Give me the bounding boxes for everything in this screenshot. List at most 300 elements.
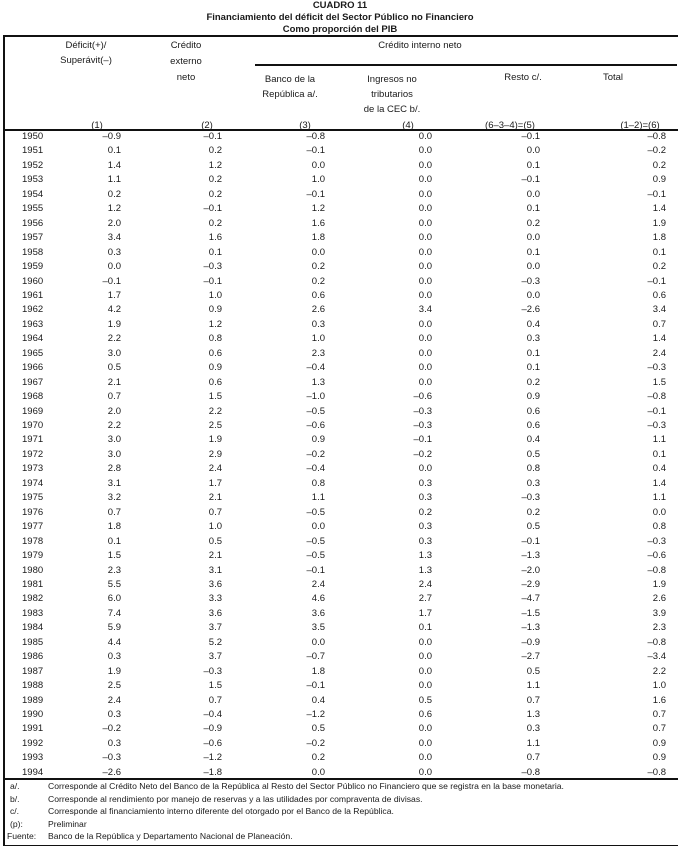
footnote-text: Corresponde al Crédito Neto del Banco de la República al Resto del Sector Público no Financiero que se registra en la base monetaria. [48,781,564,791]
value-cell: 0.0 [418,289,432,301]
value-cell: 0.1 [107,535,121,547]
value-cell: 2.0 [107,217,121,229]
table-title: Financiamiento del déficit del Sector Público no Financiero [206,12,474,23]
value-cell: 1.2 [208,318,222,330]
value-cell: 0.0 [311,159,325,171]
value-cell: 0.0 [526,261,540,273]
value-cell: 6.0 [107,593,121,605]
value-cell: –1.8 [203,766,222,778]
header-banco: República a/. [262,89,318,100]
value-cell: –0.4 [306,362,325,374]
footnote-key: a/. [10,781,20,791]
value-cell: –0.4 [306,463,325,475]
value-cell: 1.5 [208,391,222,403]
table-row [0,521,680,535]
value-cell: 0.2 [526,376,540,388]
value-cell: 0.5 [208,535,222,547]
value-cell: 0.0 [311,766,325,778]
value-cell: 2.4 [311,578,325,590]
value-cell: 0.0 [418,275,432,287]
value-cell: 2.8 [107,463,121,475]
value-cell: 1.9 [107,665,121,677]
header-credito-externo: externo [170,56,202,67]
value-cell: –0.3 [647,535,666,547]
year-cell: 1966 [22,362,44,374]
value-cell: 0.3 [311,318,325,330]
value-cell: –0.1 [102,275,121,287]
value-cell: 3.1 [208,564,222,576]
value-cell: 0.9 [652,174,666,186]
value-cell: 1.9 [208,434,222,446]
value-cell: 2.3 [311,347,325,359]
header-credito-externo: Crédito [170,40,202,51]
value-cell: 0.5 [311,723,325,735]
value-cell: 0.6 [526,405,540,417]
col-number: (2) [201,120,213,131]
value-cell: 0.7 [652,709,666,720]
value-cell: 0.0 [418,217,432,229]
value-cell: –2.6 [102,766,121,778]
value-cell: 0.0 [418,318,432,330]
year-cell: 1973 [22,463,44,475]
value-cell: 0.3 [526,333,540,345]
value-cell: 0.0 [418,333,432,345]
value-cell: –0.8 [647,131,666,142]
table-row [0,492,680,506]
value-cell: 0.6 [311,289,325,301]
value-cell: 0.7 [526,752,540,764]
value-cell: 3.9 [652,607,666,619]
value-cell: –0.1 [647,405,666,417]
value-cell: 3.1 [107,477,121,489]
col-number: (1) [91,120,103,131]
table-row [0,247,680,261]
value-cell: 0.3 [107,709,121,720]
value-cell: 0.3 [418,521,432,533]
table-row [0,507,680,521]
value-cell: –0.3 [647,362,666,374]
value-cell: –0.2 [306,737,325,749]
value-cell: 0.9 [311,434,325,446]
year-cell: 1962 [22,304,44,316]
value-cell: 0.4 [526,434,540,446]
value-cell: –0.8 [647,636,666,648]
year-cell: 1959 [22,261,44,273]
value-cell: 2.4 [652,347,666,359]
year-cell: 1960 [22,275,44,287]
col-number: (4) [402,120,414,131]
value-cell: 0.5 [526,448,540,460]
year-cell: 1984 [22,622,44,634]
value-cell: –0.7 [306,651,325,663]
value-cell: 0.1 [107,145,121,157]
year-cell: 1986 [22,651,44,663]
footnote-key: b/. [10,793,20,804]
value-cell: 0.9 [208,362,222,374]
value-cell: –2.9 [521,578,540,590]
value-cell: 0.7 [107,391,121,403]
value-cell: 0.8 [652,521,666,533]
value-cell: –0.1 [203,203,222,215]
value-cell: –0.9 [203,723,222,735]
year-cell: 1991 [22,723,44,735]
value-cell: 1.3 [311,376,325,388]
year-cell: 1970 [22,420,44,431]
table-row [0,319,680,333]
table-row [0,723,680,737]
value-cell: –0.1 [521,174,540,186]
value-cell: –0.1 [306,188,325,200]
value-cell: 0.5 [526,521,540,533]
value-cell: 0.0 [418,723,432,735]
value-cell: 0.3 [418,492,432,504]
header-banco: Banco de la [264,74,316,85]
value-cell: 1.2 [208,159,222,171]
value-cell: 0.5 [107,362,121,374]
value-cell: 0.3 [418,535,432,547]
value-cell: –0.4 [203,709,222,720]
table-row [0,680,680,694]
year-cell: 1981 [22,578,44,590]
table-row [0,391,680,405]
value-cell: 0.7 [208,694,222,706]
table-row [0,261,680,275]
value-cell: 0.2 [652,261,666,273]
table-row [0,189,680,203]
value-cell: –0.3 [203,665,222,677]
value-cell: 1.6 [652,694,666,706]
table-row [0,463,680,477]
value-cell: 0.0 [526,145,540,157]
year-cell: 1951 [22,145,44,157]
value-cell: 2.0 [107,405,121,417]
value-cell: –3.4 [647,651,666,663]
value-cell: 2.9 [208,448,222,460]
year-cell: 1988 [22,680,44,692]
value-cell: 0.5 [418,694,432,706]
table-row [0,608,680,622]
value-cell: 1.8 [311,665,325,677]
year-cell: 1992 [22,737,44,749]
value-cell: –0.2 [413,448,432,460]
value-cell: 1.0 [652,680,666,692]
table-row [0,449,680,463]
value-cell: –0.9 [521,636,540,648]
col-number: (6–3–4)=(5) [485,120,535,131]
value-cell: –0.8 [647,766,666,778]
value-cell: –0.1 [306,680,325,692]
year-cell: 1958 [22,246,44,258]
year-cell: 1983 [22,607,44,619]
value-cell: 2.5 [107,680,121,692]
table-row [0,348,680,362]
value-cell: 2.2 [107,333,121,345]
value-cell: 0.0 [418,232,432,244]
value-cell: 0.6 [208,376,222,388]
value-cell: 0.7 [208,506,222,518]
value-cell: 1.1 [652,492,666,504]
value-cell: –0.6 [647,550,666,562]
value-cell: 0.0 [418,752,432,764]
footnote-text: Preliminar [48,818,87,829]
value-cell: 1.4 [107,159,121,171]
value-cell: –0.3 [203,261,222,273]
value-cell: 0.3 [418,477,432,489]
value-cell: 0.0 [418,651,432,663]
value-cell: 0.0 [418,203,432,215]
value-cell: –0.1 [306,145,325,157]
value-cell: 0.0 [418,145,432,157]
table-row [0,333,680,347]
value-cell: 0.1 [418,622,432,634]
value-cell: 0.0 [418,680,432,692]
table-row [0,637,680,651]
value-cell: 1.2 [107,203,121,215]
footnote-text: Banco de la República y Departamento Nacional de Planeación. [48,831,293,842]
value-cell: 1.5 [107,550,121,562]
header-credito-externo: neto [176,72,196,83]
value-cell: –0.8 [521,766,540,778]
value-cell: 0.3 [526,723,540,735]
value-cell: 1.7 [418,607,432,619]
value-cell: 0.2 [311,261,325,273]
value-cell: 0.2 [418,506,432,518]
table-row [0,276,680,290]
table-row [0,536,680,550]
table-row [0,218,680,232]
year-cell: 1950 [22,131,44,142]
value-cell: 0.7 [526,694,540,706]
value-cell: 5.2 [208,636,222,648]
value-cell: 2.7 [418,593,432,605]
header-credito-interno: Crédito interno neto [378,40,462,51]
value-cell: 1.1 [107,174,121,186]
year-cell: 1975 [22,492,44,504]
value-cell: 1.5 [208,680,222,692]
table-number: CUADRO 11 [312,0,368,11]
value-cell: 0.0 [311,246,325,258]
value-cell: 2.2 [107,420,121,431]
value-cell: –0.1 [306,564,325,576]
year-cell: 1954 [22,188,44,200]
table-row [0,593,680,607]
value-cell: 0.5 [526,665,540,677]
value-cell: 2.1 [208,550,222,562]
value-cell: 1.6 [208,232,222,244]
value-cell: 5.9 [107,622,121,634]
value-cell: 1.0 [311,174,325,186]
value-cell: 0.2 [652,159,666,171]
value-cell: 1.0 [208,521,222,533]
value-cell: 0.1 [526,362,540,374]
value-cell: 1.4 [652,203,666,215]
value-cell: 0.2 [208,217,222,229]
value-cell: 1.1 [652,434,666,446]
value-cell: 5.5 [107,578,121,590]
value-cell: 1.6 [311,217,325,229]
value-cell: 0.0 [526,232,540,244]
value-cell: 3.4 [418,304,432,316]
value-cell: –0.5 [306,550,325,562]
value-cell: 0.0 [418,362,432,374]
value-cell: –0.9 [102,131,121,142]
value-cell: 1.7 [107,289,121,301]
header-ingresos: Ingresos no [367,74,417,85]
value-cell: –0.5 [306,506,325,518]
value-cell: 0.2 [208,145,222,157]
value-cell: 1.5 [652,376,666,388]
table-row [0,131,680,145]
value-cell: –0.6 [306,420,325,431]
value-cell: 2.4 [208,463,222,475]
value-cell: –0.6 [413,391,432,403]
value-cell: –0.3 [647,420,666,431]
value-cell: 1.3 [526,709,540,720]
table-row [0,666,680,680]
value-cell: 0.2 [311,752,325,764]
year-cell: 1961 [22,289,44,301]
table-row [0,478,680,492]
header-resto: Resto c/. [504,72,542,83]
header-total: Total [602,72,624,83]
value-cell: 0.2 [526,217,540,229]
value-cell: 0.0 [418,376,432,388]
value-cell: –2.7 [521,651,540,663]
table-row [0,304,680,318]
col-number: (1–2)=(6) [620,120,660,131]
value-cell: 1.1 [526,680,540,692]
value-cell: 1.2 [311,203,325,215]
year-cell: 1978 [22,535,44,547]
value-cell: 2.6 [652,593,666,605]
value-cell: –0.1 [413,434,432,446]
table-row [0,550,680,564]
value-cell: –4.7 [521,593,540,605]
value-cell: 2.1 [107,376,121,388]
value-cell: 4.6 [311,593,325,605]
value-cell: 4.4 [107,636,121,648]
value-cell: 7.4 [107,607,121,619]
value-cell: 3.0 [107,347,121,359]
value-cell: 0.0 [418,261,432,273]
value-cell: –0.8 [647,564,666,576]
header-ingresos: tributarios [371,89,413,100]
table-row [0,145,680,159]
value-cell: 0.0 [418,188,432,200]
value-cell: 0.1 [652,448,666,460]
value-cell: 0.0 [311,636,325,648]
value-cell: 1.0 [311,333,325,345]
value-cell: 3.7 [208,622,222,634]
footnote-key: Fuente: [7,831,37,842]
value-cell: –0.5 [306,405,325,417]
value-cell: 0.8 [311,477,325,489]
table-row [0,160,680,174]
table-row [0,695,680,709]
value-cell: 0.0 [418,737,432,749]
year-cell: 1994 [22,766,44,778]
table-row [0,362,680,376]
value-cell: 0.4 [652,463,666,475]
value-cell: 1.8 [311,232,325,244]
value-cell: 3.5 [311,622,325,634]
value-cell: 2.4 [107,694,121,706]
value-cell: –0.1 [647,188,666,200]
value-cell: 2.1 [208,492,222,504]
value-cell: –0.3 [521,492,540,504]
col-number: (3) [299,120,311,131]
value-cell: 0.0 [418,131,432,142]
value-cell: 1.4 [652,477,666,489]
value-cell: 2.5 [208,420,222,431]
year-cell: 1955 [22,203,44,215]
table-row [0,290,680,304]
year-cell: 1985 [22,636,44,648]
table-row [0,579,680,593]
value-cell: 0.6 [208,347,222,359]
value-cell: 0.3 [107,246,121,258]
year-cell: 1969 [22,405,44,417]
year-cell: 1953 [22,174,44,186]
year-cell: 1982 [22,593,44,605]
value-cell: 3.3 [208,593,222,605]
value-cell: 2.2 [208,405,222,417]
value-cell: –0.1 [203,131,222,142]
value-cell: 0.8 [208,333,222,345]
value-cell: 0.0 [418,159,432,171]
value-cell: –0.1 [521,535,540,547]
value-cell: 0.0 [418,347,432,359]
value-cell: 1.7 [208,477,222,489]
table-row [0,377,680,391]
year-cell: 1963 [22,318,44,330]
value-cell: –0.3 [413,420,432,431]
value-cell: 0.3 [526,477,540,489]
value-cell: 1.1 [526,737,540,749]
year-cell: 1967 [22,376,44,388]
value-cell: 0.0 [418,174,432,186]
value-cell: 1.3 [418,564,432,576]
table-top-border [3,35,678,37]
footnote-key: c/. [10,806,20,817]
table-row [0,767,680,781]
value-cell: 0.1 [208,246,222,258]
value-cell: 0.2 [107,188,121,200]
table-row [0,420,680,434]
value-cell: 0.9 [652,752,666,764]
table-row [0,752,680,766]
year-cell: 1993 [22,752,44,764]
value-cell: –1.0 [306,391,325,403]
year-cell: 1979 [22,550,44,562]
value-cell: –0.3 [413,405,432,417]
year-cell: 1987 [22,665,44,677]
table-row [0,622,680,636]
value-cell: 4.2 [107,304,121,316]
value-cell: 0.7 [652,318,666,330]
value-cell: 3.6 [208,607,222,619]
value-cell: –0.1 [203,275,222,287]
value-cell: 0.2 [208,174,222,186]
value-cell: 2.4 [418,578,432,590]
table-row [0,203,680,217]
value-cell: 0.8 [526,463,540,475]
value-cell: 0.6 [652,289,666,301]
year-cell: 1990 [22,709,44,720]
year-cell: 1968 [22,391,44,403]
value-cell: 0.1 [526,159,540,171]
value-cell: –0.2 [647,145,666,157]
